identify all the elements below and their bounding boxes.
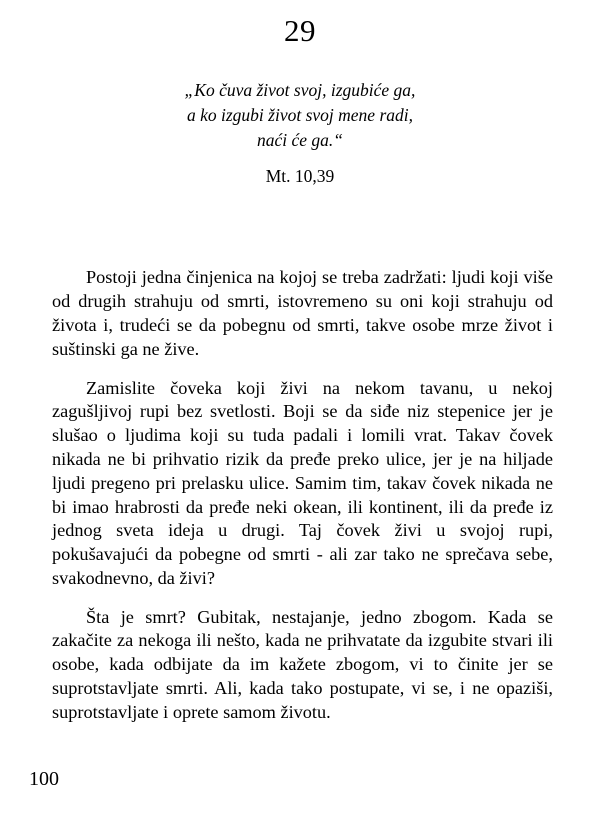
- epigraph: [0, 78, 600, 188]
- paragraph: Šta je smrt? Gubitak, nestajanje, jedno zbogom. Kada se zakačite za nekoga ili nešto, kada ne prihvatate da izgubite stvari ili osobe, kada odbijate da im kažete zbogom, vi to činite jer se suprotstavljate smrti. Ali, kada tako postupate, vi se, i ne opaziši, suprotstavljate i oprete samom životu.: [52, 606, 553, 722]
- epigraph-source: Mt. 10,39: [265, 165, 335, 186]
- paragraph: Zamislite čoveka koji živi na nekom tavanu, u nekoj zagušljivoj rupi bez svetlosti. Boji se da siđe niz stepenice jer je slušao o ljudima koji su tuda padali i lomili vrat. Takav čovek nikada ne bi prihvatio rizik da pređe preko ulice, jer je na hiljade ljudi pregeno pri prelasku ulice. Samim tim, takav čovek nikada ne bi imao hrabrosti da pređe neki okean, ili kontinent, ili da pređe iz jednog sveta ideja u drugi. Taj čovek živi u svojoj rupi, pokušavajući da pobegne od smrti - ali zar tako ne sprečava sebe, svakodnevno, da živi?: [52, 377, 553, 588]
- chapter-number: 29: [284, 13, 316, 48]
- body-text: [0, 266, 600, 724]
- epigraph-line: „Ko čuva život svoj, izgubiće ga,: [184, 80, 416, 101]
- epigraph-line: a ko izgubi život svoj mene radi,: [186, 104, 413, 125]
- epigraph-line: naći će ga.“: [256, 129, 344, 150]
- page-number: 100: [29, 768, 59, 790]
- book-page: [0, 14, 600, 817]
- paragraph: Postoji jedna činjenica na kojoj se treba zadržati: ljudi koji više od drugih strahuju od smrti, istovremeno su oni koji strahuju od života i, trudeći se da pobegnu od smrti, takve osobe mrze život i suštinski ga ne žive.: [52, 267, 553, 359]
